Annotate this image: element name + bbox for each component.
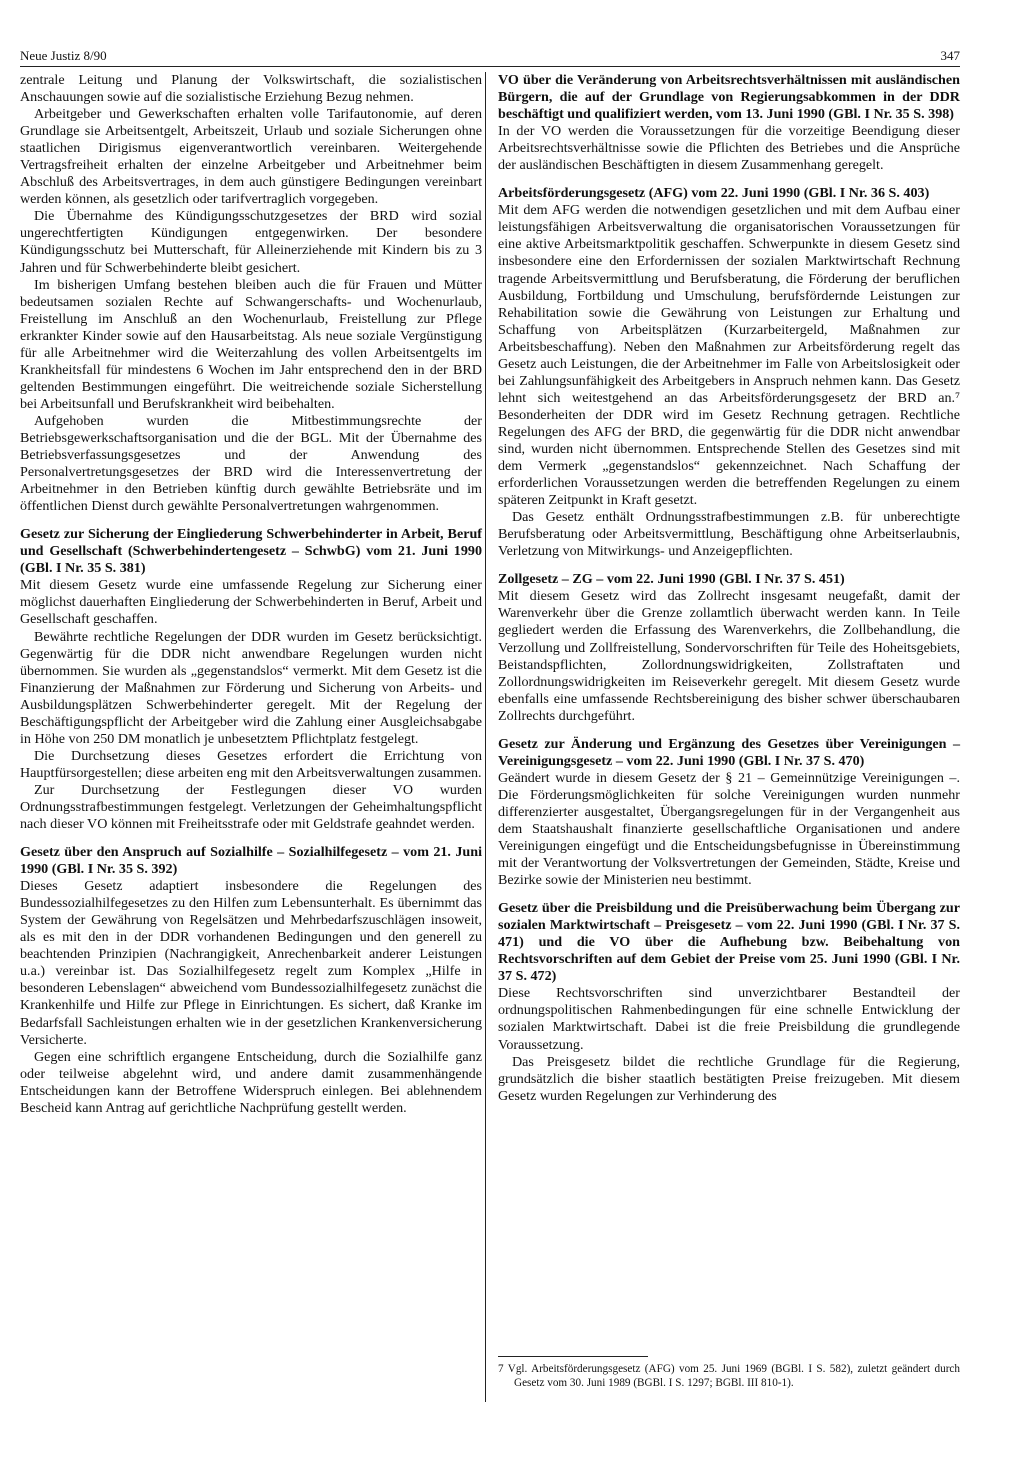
paragraph: Gegen eine schriftlich ergangene Entscheidung, durch die Sozialhilfe ganz oder teilweise abgelehnt wird, und andere damit zusammenhängende Entscheidungen kann der Betroffene Widerspruch einlegen. Bei ablehnendem Bescheid kann Antrag auf gerichtliche Nachprüfung gestellt werden. xyxy=(20,1048,482,1116)
left-column xyxy=(20,72,482,1117)
paragraph: Arbeitgeber und Gewerkschaften erhalten volle Tarifautonomie, auf deren Grundlage sie Arbeitsentgelt, Arbeitszeit, Urlaub und soziale Sicherungen ohne staatlichen Dirigismus eigenverantwortlich vereinbaren. Weitergehende Vertragsfreiheit erhalten der einzelne Arbeitgeber und Arbeitnehmer beim Abschluß des Arbeitsvertrages, in dem auch günstigere Bedingungen vereinbart werden können, als gesetzlich oder tarifvertraglich vorgegeben. xyxy=(20,106,482,208)
paragraph: Die Übernahme des Kündigungsschutzgesetzes der BRD wird sozial ungerechtfertigten Kündigungen entgegenwirken. Der besondere Kündigungsschutz bei Mutterschaft, für Alleinerziehende mit Kindern bis zu 3 Jahren und für Schwerbehinderte bleibt gesichert. xyxy=(20,208,482,276)
paragraph: zentrale Leitung und Planung der Volkswirtschaft, die sozialistischen Anschauungen sowie auf die sozialistische Erziehung Bezug nehmen. xyxy=(20,72,482,106)
section-heading: VO über die Veränderung von Arbeitsrechtsverhältnissen mit ausländischen Bürgern, die auf der Grundlage von Regierungsabkommen in der DDR beschäftigt und qualifiziert werden, vom 13. Juni 1990 (GBl. I Nr. 35 S. 398) xyxy=(498,72,960,123)
paragraph: Die Durchsetzung dieses Gesetzes erfordert die Errichtung von Hauptfürsorgestellen; diese arbeiten eng mit den Arbeitsverwaltungen zusammen. xyxy=(20,747,482,781)
section-schwerbehindertengesetz xyxy=(20,526,482,833)
section-zollgesetz xyxy=(498,571,960,724)
paragraph: Zur Durchsetzung der Festlegungen dieser VO wurden Ordnungsstrafbestimmungen festgelegt. Verletzungen der Geheimhaltungspflicht nach dieser VO können mit Freiheitsstrafe oder mit Geldstrafe geahndet werden. xyxy=(20,781,482,833)
section-heading: Gesetz zur Sicherung der Eingliederung Schwerbehinderter in Arbeit, Beruf und Gesellschaft (Schwerbehindertengesetz – SchwbG) vom 21. Juni 1990 (GBl. I Nr. 35 S. 381) xyxy=(20,526,482,577)
footnote-rule xyxy=(498,1356,648,1357)
paragraph: Bewährte rechtliche Regelungen der DDR wurden im Gesetz berücksichtigt. Gegenwärtig für die DDR nicht anwendbare Regelungen wurden nicht übernommen. Sie wurden als „gegenstandslos“ vermerkt. Mit dem Gesetz ist die Finanzierung der Maßnahmen zur Förderung und Sicherung von Arbeits- und Ausbildungsplätzen Schwerbehinderter geregelt. Mit der Regelung der Beschäftigungspflicht der Arbeitgeber wird die Zahlung einer Ausgleichsabgabe in Höhe von 250 DM monatlich je unbesetztem Pflichtplatz festgelegt. xyxy=(20,628,482,747)
section-heading: Gesetz zur Änderung und Ergänzung des Gesetzes über Vereinigungen – Vereinigungsgesetz – vom 22. Juni 1990 (GBl. I Nr. 37 S. 470) xyxy=(498,735,960,769)
footnote-7: 7 Vgl. Arbeitsförderungsgesetz (AFG) vom 25. Juni 1969 (BGBl. I S. 582), zuletzt geändert durch Gesetz vom 30. Juni 1989 (BGBl. I S. 1297; BGBl. III 810-1). xyxy=(498,1363,960,1389)
running-header-journal: Neue Justiz 8/90 xyxy=(20,48,107,63)
paragraph: Mit diesem Gesetz wird das Zollrecht insgesamt neugefaßt, damit der Warenverkehr über die Grenze zollamtlich überwacht werden kann. In Teile gegliedert werden die Erfassung des Warenverkehrs, die Zollbehandlung, die Verzollung und Zollfreistellung, Sondervorschriften für Teile des Hoheitsgebiets, Beistandspflichten, Zollordnungswidrigkeiten, Zollstraftaten und Zollordnungswidrigkeiten im Reiseverkehr geregelt. Mit diesem Gesetz wurde ebenfalls eine umfassende Rechtsbereinigung des bisher schwer überschaubaren Zollrechts durchgeführt. xyxy=(498,588,960,724)
paragraph: Geändert wurde in diesem Gesetz der § 21 – Gemeinnützige Vereinigungen –. Die Förderungsmöglichkeiten für solche Vereinigungen wurden nunmehr differenzierter ausgestaltet, Übergangsregelungen für in der Vergangenheit aus dem Staatshaushalt finanzierte gesellschaftliche Organisationen und andere Vereinigungen eingefügt und die Entscheidungsbefugnisse in Übereinstimmung mit der Verantwortung der Volksvertretungen der Gemeinden, Städte, Kreise und Bezirke sowie der Ministerien neu bestimmt. xyxy=(498,769,960,889)
paragraph: In der VO werden die Voraussetzungen für die vorzeitige Beendigung dieser Arbeitsrechtsverhältnisse sowie die Pflichten des Betriebes und die Ansprüche der ausländischen Beschäftigten in diesem Zusammenhang geregelt. xyxy=(498,123,960,174)
paragraph: Mit dem AFG werden die notwendigen gesetzlichen und mit dem Aufbau einer leistungsfähigen Arbeitsverwaltung die organisatorischen Voraussetzungen für eine aktive Arbeitsmarktpolitik geschaffen. Schwerpunkte in diesem Gesetz sind insbesondere eine den Erfordernissen der sozialen Marktwirtschaft Rechnung tragende Arbeitsvermittlung und Berufsberatung, die Förderung der beruflichen Ausbildung, Fortbildung und Umschulung, berufsfördernde Leistungen zur Rehabilitation sowie die Gewährung von Leistungen zur Erhaltung und Schaffung von Arbeitsplätzen (Kurzarbeitergeld, Maßnahmen zur Arbeitsbeschaffung). Neben den Maßnahmen zur Arbeitsförderung regelt das Gesetz auch Leistungen, die der Arbeitnehmer im Falle von Arbeitslosigkeit oder bei Zahlungsunfähigkeit des Arbeitgebers in Anspruch nehmen kann. Das Gesetz lehnt sich weitestgehend an das Arbeitsförderungsgesetz der BRD an.⁷ Besonderheiten der DDR wird im Gesetz Rechnung getragen. Rechtliche Regelungen des AFG der BRD, die gegenwärtig für die DDR nicht anwendbar sind, wurden nicht übernommen. Entsprechende Stellen des Gesetzes sind mit dem Vermerk „gegenstandslos“ gekennzeichnet. Nach Schaffung der erforderlichen Voraussetzungen werden die betreffenden Regelungen zu einem späteren Zeitpunkt in Kraft gesetzt. xyxy=(498,202,960,509)
paragraph: Das Gesetz enthält Ordnungsstrafbestimmungen z.B. für unberechtigte Berufsberatung oder Arbeitsvermittlung, Beschäftigung ohne Arbeitserlaubnis, Verletzung von Mitwirkungs- und Anzeigepflichten. xyxy=(498,509,960,560)
section-heading: Arbeitsförderungsgesetz (AFG) vom 22. Juni 1990 (GBl. I Nr. 36 S. 403) xyxy=(498,185,930,202)
paragraph: Dieses Gesetz adaptiert insbesondere die Regelungen des Bundessozialhilfegesetzes zu den Hilfen zum Lebensunterhalt. Es übernimmt das System der Gewährung von Regelsätzen und Mehrbedarfszuschlägen insoweit, als es mit den in der DDR vorhandenen Bedingungen und den generell zu beachtenden Prinzipien (Nachrangigkeit, Anrechenbarkeit anderer Leistungen u.a.) vereinbar ist. Das Sozialhilfegesetz regelt zum Komplex „Hilfe in besonderen Lebenslagen“ abweichend vom Bundessozialhilfegesetz zunächst die Krankenhilfe und Hilfe zur Pflege in Einrichtungen. Es sichert, daß Kranke im Bedarfsfall Sachleistungen erhalten wie in der gesetzlichen Krankenversicherung Versicherte. xyxy=(20,878,482,1048)
footnote-area xyxy=(498,1356,960,1390)
paragraph: Mit diesem Gesetz wurde eine umfassende Regelung zur Sicherung einer möglichst dauerhaften Eingliederung der Schwerbehinderten in Beruf, Arbeit und Gesellschaft geschaffen. xyxy=(20,577,482,628)
section-preisgesetz xyxy=(498,900,960,1105)
section-arbeitsfoerderungsgesetz xyxy=(498,185,960,560)
paragraph: Das Preisgesetz bildet die rechtliche Grundlage für die Regierung, grundsätzlich die bisher staatlich bestätigten Preise freizugeben. Mit diesem Gesetz wurden Regelungen zur Verhinderung des xyxy=(498,1053,960,1104)
section-vo-arbeitsrechtsverhaeltnisse xyxy=(498,72,960,174)
paragraph: Aufgehoben wurden die Mitbestimmungsrechte der Betriebsgewerkschaftsorganisation und die der BGL. Mit der Übernahme des Betriebsverfassungsgesetzes und der Anwendung des Personalvertretungsgesetzes der BRD wird die Interessenvertretung der Arbeitnehmer in den Betrieben künftig durch gewählte Betriebsräte und im öffentlichen Dienst durch gewählte Personalvertretungen wahrgenommen. xyxy=(20,412,482,515)
header-rule xyxy=(20,66,960,67)
section-heading: Gesetz über den Anspruch auf Sozialhilfe – Sozialhilfegesetz – vom 21. Juni 1990 (GBl. I Nr. 35 S. 392) xyxy=(20,844,482,878)
right-column xyxy=(498,72,960,1105)
section-vereinigungsgesetz xyxy=(498,736,960,889)
section-heading: Zollgesetz – ZG – vom 22. Juni 1990 (GBl. I Nr. 37 S. 451) xyxy=(498,571,845,588)
page-number: 347 xyxy=(940,48,960,63)
paragraph: Im bisherigen Umfang bestehen bleiben auch die für Frauen und Mütter bedeutsamen sozialen Rechte auf Schwangerschafts- und Wochenurlaub, Freistellung im Anschluß an den Wochenurlaub, Freistellung zur Pflege erkrankter Kinder sowie auf den Hausarbeitstag. Als neue soziale Vergünstigung für alle Arbeitnehmer wird die Weiterzahlung des vollen Arbeitsentgelts im Krankheitsfall für mindestens 6 Wochen im Jahr entsprechend den in der BRD geltenden Bestimmungen eingeführt. Die weitreichende soziale Sicherstellung bei Arbeitsunfall und Berufskrankheit wird beibehalten. xyxy=(20,276,482,412)
column-divider xyxy=(485,72,486,1402)
section-sozialhilfegesetz xyxy=(20,844,482,1117)
paragraph: Diese Rechtsvorschriften sind unverzichtbarer Bestandteil der ordnungspolitischen Rahmenbedingungen für eine schnelle Entwicklung der sozialen Marktwirtschaft. Dabei ist die freie Preisbildung die grundlegende Voraussetzung. xyxy=(498,985,960,1053)
section-heading: Gesetz über die Preisbildung und die Preisüberwachung beim Übergang zur sozialen Marktwirtschaft – Preisgesetz – vom 22. Juni 1990 (GBl. I Nr. 37 S. 471) und die VO über die Aufhebung bzw. Beibehaltung von Rechtsvorschriften auf dem Gebiet der Preise vom 25. Juni 1990 (GBl. I Nr. 37 S. 472) xyxy=(498,900,960,985)
